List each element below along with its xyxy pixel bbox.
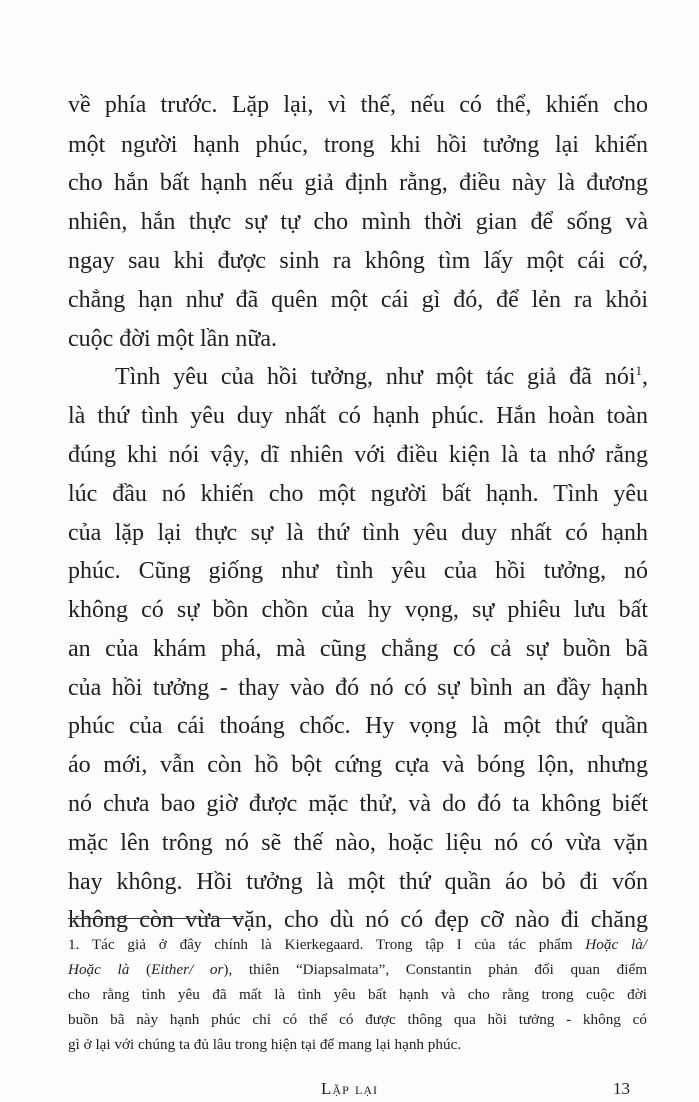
page-number: 13: [613, 1079, 630, 1098]
body-text-line: không có sự bồn chồn của hy vọng, sự phiêu lưu bất: [68, 597, 648, 623]
footnote-divider: [68, 918, 244, 919]
footnote-text: 1. Tác giả ở đây chính là Kierkegaard. Trong tập I của tác phẩm: [68, 936, 586, 953]
book-title: Hoặc là: [68, 961, 130, 978]
footnote-line: [68, 937, 647, 952]
footnote-line: gì ở lại với chúng ta đủ lâu trong hiện tại để mang lại hạnh phúc.: [68, 1036, 462, 1053]
body-text-line: của lặp lại thực sự là thứ tình yêu duy nhất có hạnh: [68, 520, 648, 546]
body-text-line: cuộc đời một lần nữa.: [68, 326, 277, 352]
body-text-line: nó chưa bao giờ được mặc thử, và do đó ta không biết: [68, 791, 648, 817]
body-text-line: cho hắn bất hạnh nếu giả định rằng, điều này là đương: [68, 170, 648, 196]
book-title-english: Either/ or: [151, 961, 224, 978]
body-text-line: an của khám phá, mà cũng chẳng có cả sự buồn bã: [68, 636, 648, 662]
body-text-line: áo mới, vẫn còn hồ bột cứng cựa và bóng lộn, nhưng: [68, 752, 648, 778]
body-text-line: phúc. Cũng giống như tình yêu của hồi tưởng, nó: [68, 558, 648, 584]
body-text-line: một người hạnh phúc, trong khi hồi tưởng lại khiến: [68, 132, 648, 158]
footnote-text: (: [129, 961, 152, 978]
body-text-line: hay không. Hồi tưởng là một thứ quần áo bỏ đi vốn: [68, 869, 648, 895]
body-text-line: không còn vừa vặn, cho dù nó có đẹp cỡ nào đi chăng: [68, 907, 648, 933]
body-text-line: là thứ tình yêu duy nhất có hạnh phúc. Hắn hoàn toàn: [68, 403, 648, 429]
body-text-line: về phía trước. Lặp lại, vì thế, nếu có thể, khiến cho: [68, 92, 648, 118]
book-title: Hoặc là/: [585, 936, 648, 953]
body-text-span: ,: [642, 364, 648, 390]
body-text-line: chẳng hạn như đã quên một cái gì đó, để lẻn ra khỏi: [68, 287, 648, 313]
paragraph-first-line: [115, 365, 648, 389]
body-text-line: lúc đầu nó khiến cho một người bất hạnh. Tình yêu: [68, 481, 648, 507]
footnote-line: [68, 962, 647, 977]
footnote-text: ), thiên “Diapsalmata”, Constantin phản đối quan điểm: [223, 961, 648, 978]
footnote-line: cho rằng tình yêu đã mất là tình yêu bất hạnh và cho rằng trong cuộc đời: [68, 986, 647, 1003]
body-text-line: phúc của cái thoáng chốc. Hy vọng là một thứ quần: [68, 713, 648, 739]
footnote-line: buồn bã này hạnh phúc chỉ có thể có được thông qua hồi tưởng - không có: [68, 1011, 647, 1028]
body-text-line: của hồi tưởng - thay vào đó nó có sự bình an đầy hạnh: [68, 675, 648, 701]
body-text-span: Tình yêu của hồi tưởng, như một tác giả đã nói: [115, 364, 636, 390]
running-head: Lặp lại: [321, 1079, 378, 1098]
body-text-line: đúng khi nói vậy, dĩ nhiên với điều kiện là ta nhớ rằng: [68, 442, 648, 468]
body-text-line: ngay sau khi được sinh ra không tìm lấy một cái cớ,: [68, 248, 648, 274]
body-text-line: mặc lên trông nó sẽ thế nào, hoặc liệu nó có vừa vặn: [68, 830, 648, 856]
footnote-reference[interactable]: 1: [635, 363, 642, 378]
body-text-line: nhiên, hắn thực sự tự cho mình thời gian để sống và: [68, 209, 648, 235]
